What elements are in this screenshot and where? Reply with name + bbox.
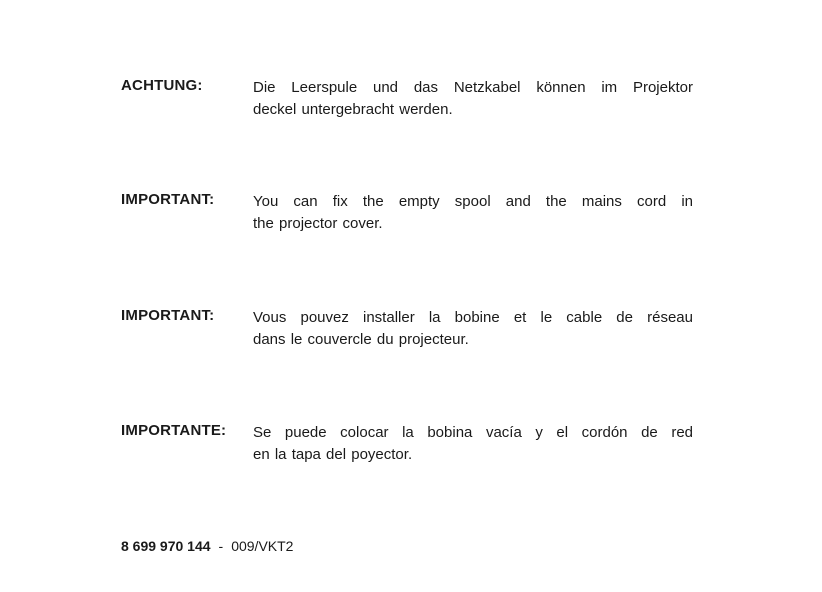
note-text	[253, 191, 693, 235]
note-label: IMPORTANT:	[121, 307, 215, 324]
note-text-line-2: the projector cover.	[253, 215, 383, 232]
footer-separator: -	[218, 538, 224, 554]
note-text	[253, 307, 693, 351]
note-label: IMPORTANTE:	[121, 422, 227, 439]
note-text-line-2: dans le couvercle du projecteur.	[253, 331, 469, 348]
note-text	[253, 422, 693, 466]
note-text-line-1: Vous pouvez installer la bobine et le cable de réseau	[253, 309, 693, 326]
note-text-line-1: Die Leerspule und das Netzkabel können im Projektor	[253, 79, 693, 96]
document-footer	[121, 538, 293, 554]
part-suffix: 009/VKT2	[231, 538, 294, 554]
note-text-line-2: deckel untergebracht werden.	[253, 101, 453, 118]
note-label: IMPORTANT:	[121, 191, 215, 208]
note-text	[253, 77, 693, 121]
note-label: ACHTUNG:	[121, 77, 203, 94]
note-text-line-1: Se puede colocar la bobina vacía y el cordón de red	[253, 424, 693, 441]
part-number: 8 699 970 144	[121, 538, 211, 554]
note-text-line-2: en la tapa del poyector.	[253, 446, 413, 463]
note-text-line-1: You can fix the empty spool and the mains cord in	[253, 193, 693, 210]
